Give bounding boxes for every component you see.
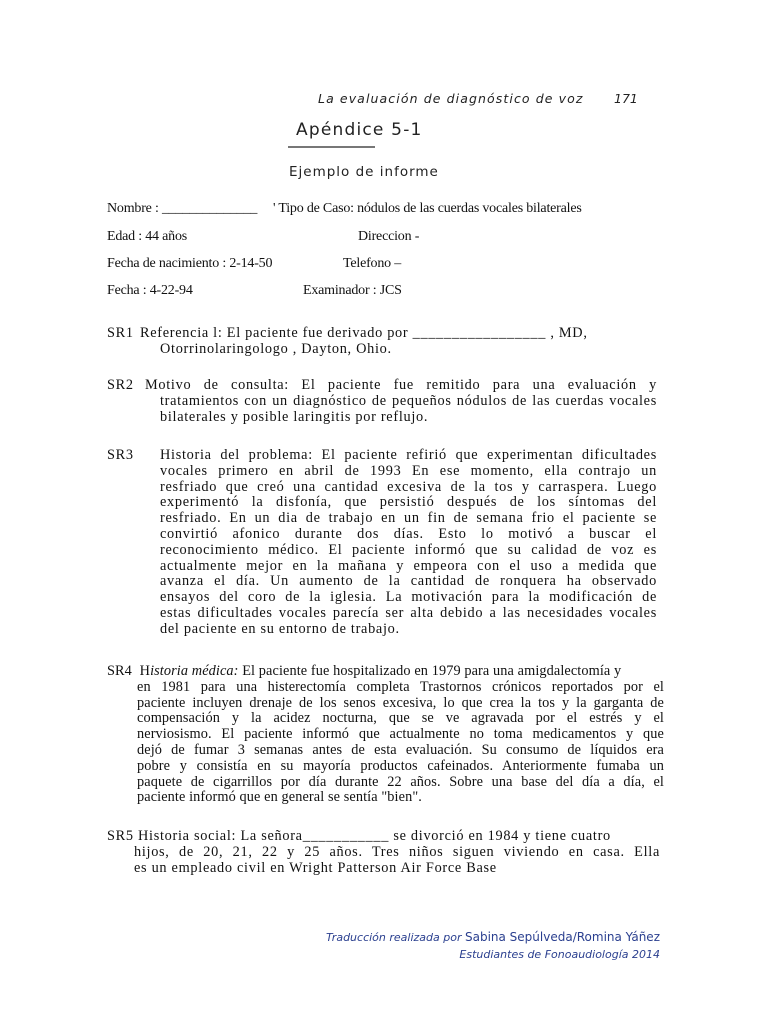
sr5-line: es un empleado civil en Wright Patterson Air Force Base bbox=[134, 860, 497, 876]
sr3-label: SR3 bbox=[107, 447, 134, 463]
running-header: La evaluación de diagnóstico de voz bbox=[318, 91, 584, 106]
sr4-heading-initial: H bbox=[139, 663, 151, 679]
sr3-line: avanza el día. Un aumento de la cantidad de ronquera ha observado bbox=[160, 574, 657, 590]
sr4-heading: istoria médica: bbox=[150, 663, 239, 679]
students-credit: Estudiantes de Fonoaudiología 2014 bbox=[459, 948, 660, 961]
field-nombre: Nombre : ______________ bbox=[107, 201, 258, 216]
sr1-label: SR1 bbox=[107, 325, 134, 341]
sr4-line: compensación y la acidez nocturna, que se ve agravada por el estrés y el bbox=[137, 711, 664, 727]
sr5-first-line bbox=[107, 829, 611, 845]
sr4-line: El paciente fue hospitalizado en 1979 para una amigdalectomía y bbox=[242, 663, 622, 679]
field-tipo-caso: ' Tipo de Caso: nódulos de las cuerdas vocales bilaterales bbox=[273, 201, 582, 216]
sr2-line: bilaterales y posible laringitis por reflujo. bbox=[160, 409, 429, 425]
sr4-line: nerviosismo. El paciente informó que actualmente no toma medicamentos y que bbox=[137, 727, 664, 743]
sr3-line: del paciente en su entorno de trabajo. bbox=[160, 621, 400, 637]
sr4-first-line bbox=[107, 664, 621, 680]
sr2-line: Motivo de consulta: El paciente fue remitido para una evaluación y bbox=[145, 378, 657, 393]
sr3-line: convirtió afonico durante dos días. Esto lo motivó a buscar el bbox=[160, 526, 657, 542]
sr4-line: paciente informó que en general se sentía "bien". bbox=[137, 790, 422, 806]
sr3-line: resfriado que creó una cantidad excesiva de la tos y carraspera. Luego bbox=[160, 479, 657, 495]
sr3-line: reconocimiento médico. El paciente informó que su calidad de voz es bbox=[160, 542, 657, 558]
sr2-line: tratamientos con un diagnóstico de pequeños nódulos de las cuerdas vocales bbox=[160, 393, 657, 409]
sr3-line: Historia del problema: El paciente refirió que experimentan dificultades bbox=[160, 448, 657, 463]
field-direccion: Direccion - bbox=[358, 229, 420, 244]
sr5-label: SR5 bbox=[107, 828, 134, 844]
field-telefono: Telefono – bbox=[343, 256, 402, 271]
sr3-line: resfriado. En un dia de trabajo en un fin de semana frio el paciente se bbox=[160, 511, 657, 527]
page-number: 171 bbox=[614, 91, 638, 106]
field-fecha: Fecha : 4-22-94 bbox=[107, 283, 193, 298]
appendix-title: Apéndice 5-1 bbox=[296, 120, 423, 140]
sr4-line: dejó de fumar 3 semanas antes de esta evaluación. Su consumo de líquidos era bbox=[137, 742, 664, 758]
sr3-line: ensayos del coro de la iglesia. La motivación para la modificación de bbox=[160, 590, 657, 606]
report-subtitle: Ejemplo de informe bbox=[289, 164, 439, 180]
sr5-name-blank: ___________ bbox=[302, 828, 390, 844]
sr1-line: Referencia l: El paciente fue derivado por _________________ , MD, bbox=[140, 325, 588, 341]
sr3-line: vocales primero en abril de 1993 En ese momento, ella contrajo un bbox=[160, 463, 657, 479]
sr3-line: experimentó la disfonía, que persistió después de los síntomas del bbox=[160, 495, 657, 511]
sr4-line: paciente incluyen drenaje de los senos excesiva, lo que crea la tos y la garganta de bbox=[137, 695, 664, 711]
title-underline bbox=[288, 146, 375, 148]
sr5-line: hijos, de 20, 21, 22 y 25 años. Tres niños siguen viviendo en casa. Ella bbox=[134, 844, 660, 860]
sr2-label: SR2 bbox=[107, 377, 134, 393]
sr3-line: estas dificultades vocales parecía ser alta debido a las necesidades vocales bbox=[160, 605, 657, 621]
sr3-line: actualmente mejor en la mañana y empeora con el uso a medida que bbox=[160, 558, 657, 574]
sr4-label: SR4 bbox=[107, 663, 132, 679]
sr4-line: en 1981 para una histerectomía completa Trastornos crónicos reportados por el bbox=[137, 679, 664, 695]
field-edad: Edad : 44 años bbox=[107, 229, 188, 244]
field-fecha-nacimiento: Fecha de nacimiento : 2-14-50 bbox=[107, 256, 273, 271]
credit-prefix: Traducción realizada por bbox=[325, 931, 462, 944]
field-examinador: Examinador : JCS bbox=[303, 283, 402, 298]
sr5-line: se divorció en 1984 y tiene cuatro bbox=[389, 828, 611, 844]
sr1-line: Otorrinolaringologo , Dayton, Ohio. bbox=[160, 341, 392, 357]
sr4-line: paquete de cigarrillos por día durante 22 años. Sobre una base del día a día, el bbox=[137, 774, 664, 790]
sr5-line: Historia social: La señora bbox=[138, 828, 303, 844]
credit-names: Sabina Sepúlveda/Romina Yáñez bbox=[464, 930, 660, 944]
translation-credit bbox=[326, 930, 660, 944]
sr4-line: pobre y consistía en su mayoría productos cafeinados. Anteriormente fumaba un bbox=[137, 758, 664, 774]
